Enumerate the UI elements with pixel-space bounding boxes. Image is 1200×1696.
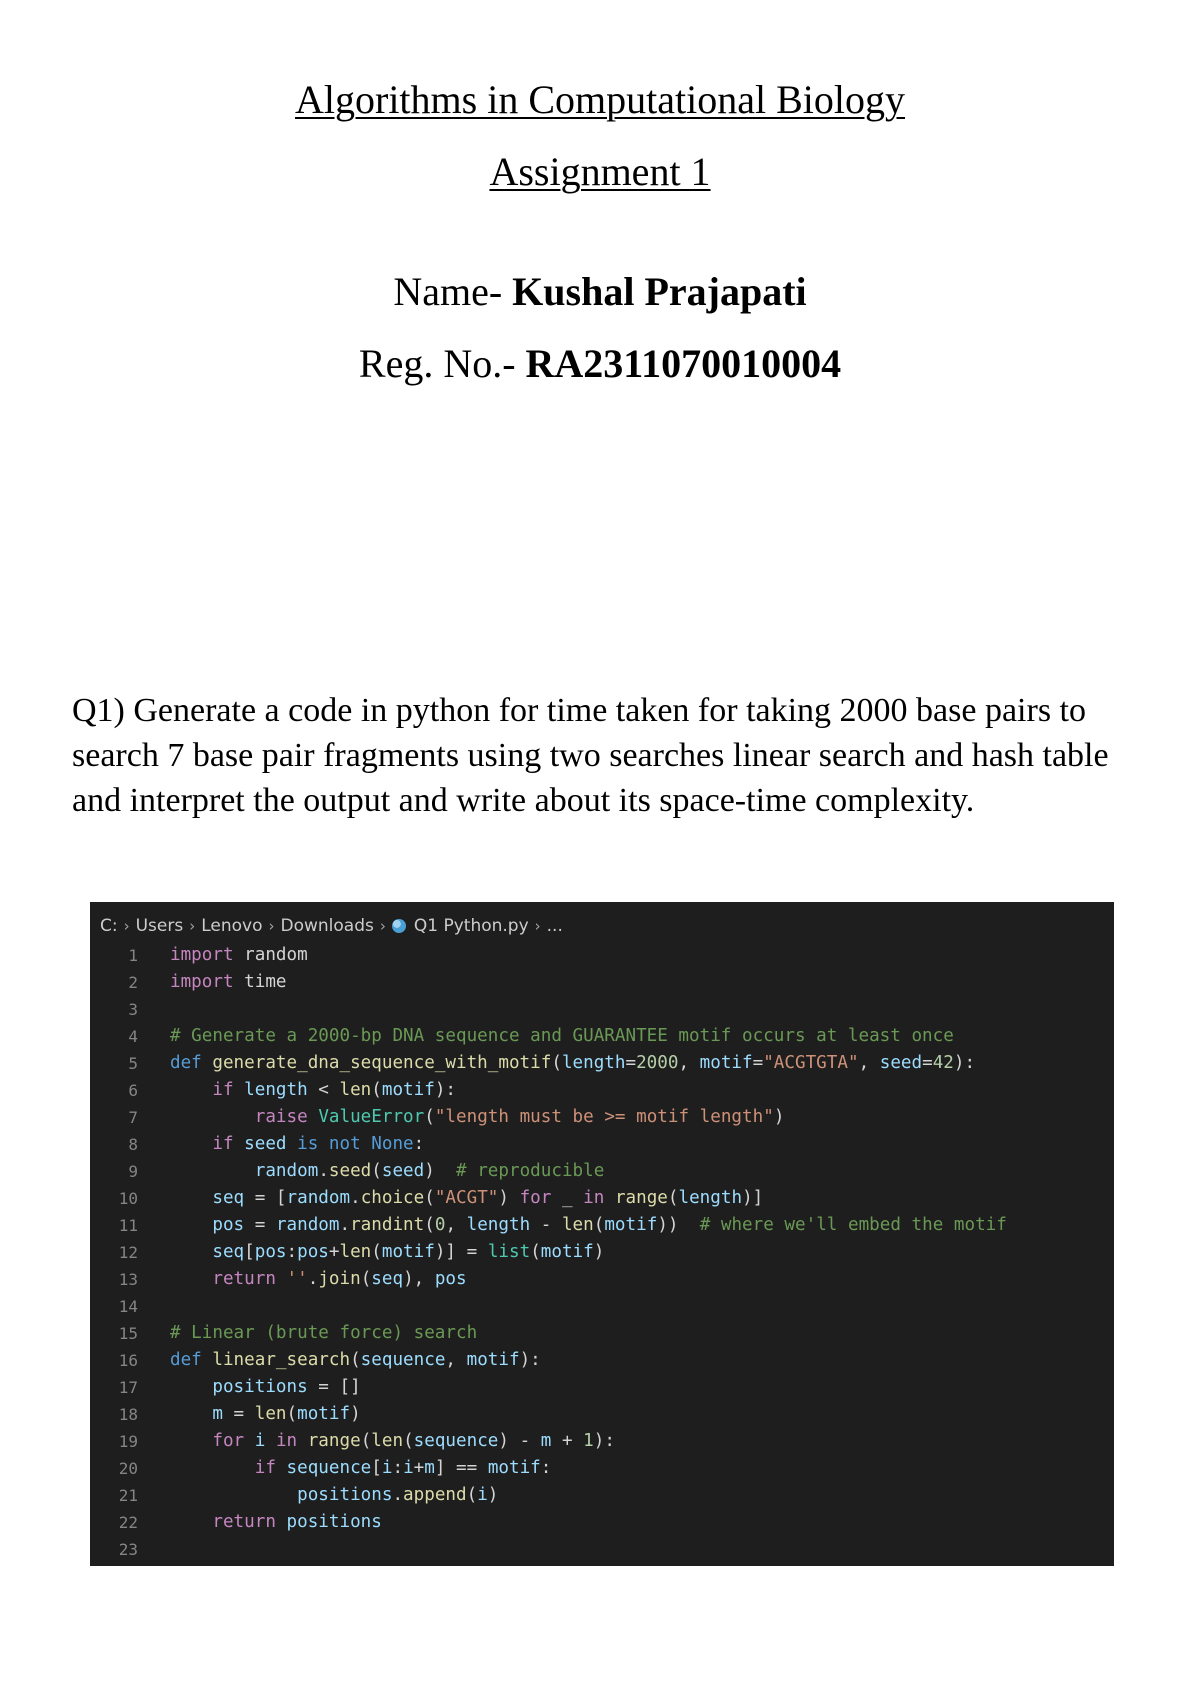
python-file-icon — [392, 919, 406, 933]
code-token: + — [328, 1242, 340, 1262]
line-number: 14 — [118, 1297, 138, 1316]
code-token: random — [275, 1215, 340, 1235]
code-token: len — [254, 1404, 287, 1424]
code-token: range — [614, 1188, 668, 1208]
code-token: i — [381, 1458, 393, 1478]
code-line — [90, 1428, 1114, 1455]
code-token: , — [678, 1053, 700, 1073]
code-token: if — [212, 1134, 234, 1154]
code-token: in — [275, 1431, 298, 1451]
code-line — [90, 1293, 1114, 1320]
code-line — [90, 1266, 1114, 1293]
line-number: 11 — [118, 1216, 138, 1235]
code-token — [234, 1134, 245, 1154]
code-token: < — [307, 1080, 340, 1100]
code-token — [276, 1269, 287, 1289]
code-token: ValueError — [318, 1107, 425, 1127]
code-token: ( — [286, 1404, 298, 1424]
breadcrumb-item: Q1 Python.py — [413, 916, 529, 936]
code-text — [170, 1050, 1114, 1077]
code-token: . — [392, 1485, 404, 1505]
code-line — [90, 1104, 1114, 1131]
breadcrumb-separator-icon: › — [123, 917, 130, 935]
code-token: = — [222, 1404, 255, 1424]
code-token: motif — [297, 1404, 351, 1424]
code-token: i — [403, 1458, 414, 1478]
code-editor-screenshot — [90, 902, 1114, 1566]
code-token — [170, 1107, 255, 1127]
code-token: sequence — [286, 1458, 372, 1478]
code-token: )] = — [434, 1242, 488, 1262]
code-text — [170, 1509, 1114, 1536]
code-token: = — [752, 1053, 764, 1073]
code-token: length — [678, 1188, 743, 1208]
breadcrumb-separator-icon: › — [379, 917, 386, 935]
code-token: . — [350, 1188, 361, 1208]
code-token: ( — [551, 1053, 562, 1073]
code-line — [90, 1536, 1114, 1563]
code-token: seed — [244, 1134, 287, 1154]
code-token — [276, 1512, 287, 1532]
code-text — [170, 1482, 1114, 1509]
code-token: list — [487, 1242, 531, 1262]
code-token: positions — [286, 1512, 382, 1532]
code-token: linear_search — [212, 1350, 351, 1370]
code-token — [170, 1215, 212, 1235]
code-line — [90, 1131, 1114, 1158]
code-token: 0 — [434, 1215, 446, 1235]
code-token: for — [212, 1431, 245, 1451]
code-token: def — [170, 1350, 202, 1370]
student-name-line — [0, 269, 1200, 314]
code-block — [90, 942, 1114, 1563]
code-line — [90, 1320, 1114, 1347]
code-text — [170, 1104, 1114, 1131]
code-token: - — [530, 1215, 562, 1235]
code-token — [170, 1458, 255, 1478]
breadcrumb-separator-icon: › — [189, 917, 196, 935]
code-token: random — [233, 945, 308, 965]
code-token: , — [858, 1053, 880, 1073]
line-number: 3 — [128, 1000, 138, 1019]
assignment-title: Assignment 1 — [489, 149, 711, 194]
code-token: ) — [498, 1188, 520, 1208]
code-token: ( — [530, 1242, 541, 1262]
code-token — [265, 1431, 276, 1451]
code-token — [170, 1377, 212, 1397]
code-token: "length must be >= motif length" — [434, 1107, 774, 1127]
breadcrumb-item: C: — [100, 916, 118, 936]
code-token: ) — [773, 1107, 785, 1127]
code-token: ( — [466, 1485, 478, 1505]
code-line — [90, 969, 1114, 996]
code-token: ( — [371, 1161, 382, 1181]
code-token: [ — [244, 1242, 255, 1262]
code-token: ( — [424, 1215, 435, 1235]
line-number: 12 — [118, 1243, 138, 1262]
name-label: Name- — [393, 269, 513, 314]
code-token: motif — [487, 1458, 541, 1478]
code-line — [90, 1077, 1114, 1104]
code-token — [170, 1431, 212, 1451]
code-text — [170, 1536, 1114, 1563]
code-token: random — [286, 1188, 351, 1208]
line-number: 18 — [118, 1405, 138, 1424]
code-token: m — [540, 1431, 552, 1451]
code-token: positions — [297, 1485, 393, 1505]
code-token: . — [307, 1269, 319, 1289]
code-token — [202, 1053, 213, 1073]
code-token: motif — [466, 1350, 520, 1370]
code-token: ( — [371, 1242, 382, 1262]
code-token: pos — [434, 1269, 467, 1289]
code-token — [604, 1188, 615, 1208]
code-token: ): — [519, 1350, 541, 1370]
code-token: ): — [593, 1431, 615, 1451]
breadcrumb-item: ... — [546, 916, 563, 936]
code-token: import — [170, 972, 234, 992]
code-token: in — [583, 1188, 605, 1208]
code-token: ( — [371, 1080, 382, 1100]
code-token: = — [625, 1053, 637, 1073]
code-token: ( — [424, 1107, 435, 1127]
breadcrumb-item: Lenovo — [201, 916, 263, 936]
line-number: 16 — [118, 1351, 138, 1370]
line-number: 5 — [128, 1054, 138, 1073]
reg-label: Reg. No.- — [358, 341, 526, 386]
code-token: ) - — [498, 1431, 541, 1451]
code-token: for — [519, 1188, 552, 1208]
code-text — [170, 942, 1114, 969]
code-token: ( — [403, 1431, 414, 1451]
code-token: ( — [350, 1350, 361, 1370]
code-token: ] == — [434, 1458, 488, 1478]
code-token: ) — [487, 1485, 499, 1505]
code-token: ( — [667, 1188, 679, 1208]
code-token: "ACGT" — [434, 1188, 499, 1208]
code-token: seed — [381, 1161, 425, 1181]
code-token: i — [477, 1485, 488, 1505]
registration-line — [0, 341, 1200, 386]
line-number: 21 — [118, 1486, 138, 1505]
code-line — [90, 942, 1114, 969]
code-token: # reproducible — [456, 1161, 605, 1181]
code-token: len — [339, 1242, 372, 1262]
code-token: def — [170, 1053, 202, 1073]
code-line — [90, 1482, 1114, 1509]
code-token: pos — [212, 1215, 245, 1235]
code-token: ( — [593, 1215, 605, 1235]
code-token: = [] — [307, 1377, 361, 1397]
code-text — [170, 1131, 1114, 1158]
code-token — [276, 1458, 287, 1478]
line-number: 4 — [128, 1027, 138, 1046]
code-token: '' — [286, 1269, 308, 1289]
code-token: is not — [297, 1134, 361, 1154]
code-text — [170, 1185, 1114, 1212]
code-text — [170, 1239, 1114, 1266]
line-number: 15 — [118, 1324, 138, 1343]
line-number: 22 — [118, 1513, 138, 1532]
code-token: choice — [360, 1188, 425, 1208]
code-line — [90, 1185, 1114, 1212]
code-token: range — [307, 1431, 361, 1451]
code-token: if — [254, 1458, 276, 1478]
code-text — [170, 1374, 1114, 1401]
code-text — [170, 1320, 1114, 1347]
code-token — [234, 1080, 245, 1100]
code-text — [170, 1428, 1114, 1455]
code-token — [170, 1269, 212, 1289]
line-number: 8 — [128, 1135, 138, 1154]
line-number: 20 — [118, 1459, 138, 1478]
code-token — [244, 1431, 255, 1451]
code-token — [308, 1107, 319, 1127]
code-text — [170, 1212, 1114, 1239]
editor-breadcrumb — [90, 912, 1114, 940]
code-token: pos — [297, 1242, 329, 1262]
code-token: # Linear (brute force) search — [170, 1323, 478, 1343]
code-token: seq — [212, 1242, 245, 1262]
code-token: : — [392, 1458, 404, 1478]
code-token — [170, 1242, 212, 1262]
code-text — [170, 1266, 1114, 1293]
code-token: ) — [424, 1161, 457, 1181]
code-line — [90, 1401, 1114, 1428]
code-line — [90, 1023, 1114, 1050]
code-token: len — [371, 1431, 404, 1451]
code-line — [90, 1212, 1114, 1239]
code-token: motif — [381, 1080, 435, 1100]
code-token: motif — [540, 1242, 594, 1262]
code-token — [170, 1080, 212, 1100]
code-token: motif — [604, 1215, 658, 1235]
code-token: ), — [403, 1269, 435, 1289]
line-number: 19 — [118, 1432, 138, 1451]
code-line — [90, 996, 1114, 1023]
code-token: = [ — [244, 1188, 287, 1208]
code-line — [90, 1374, 1114, 1401]
code-token: pos — [254, 1242, 287, 1262]
code-line — [90, 1050, 1114, 1077]
code-token: m — [424, 1458, 435, 1478]
line-number: 1 — [128, 946, 138, 965]
code-token: [ — [371, 1458, 382, 1478]
code-token — [170, 1161, 255, 1181]
breadcrumb-item: Users — [135, 916, 184, 936]
breadcrumb-separator-icon: › — [268, 917, 275, 935]
code-token: length — [466, 1215, 531, 1235]
line-number: 2 — [128, 973, 138, 992]
code-line — [90, 1239, 1114, 1266]
code-token: seq — [371, 1269, 404, 1289]
code-token: motif — [381, 1242, 435, 1262]
breadcrumb-item: Downloads — [280, 916, 374, 936]
code-token: ): — [434, 1080, 457, 1100]
code-token: randint — [350, 1215, 425, 1235]
code-token: return — [212, 1269, 276, 1289]
code-text — [170, 996, 1114, 1023]
code-token: length — [561, 1053, 626, 1073]
code-line — [90, 1455, 1114, 1482]
code-text — [170, 1401, 1114, 1428]
code-token: if — [212, 1080, 234, 1100]
code-token: raise — [254, 1107, 308, 1127]
code-token: . — [318, 1161, 329, 1181]
code-token: sequence — [360, 1350, 446, 1370]
code-text — [170, 1347, 1114, 1374]
code-text — [170, 1455, 1114, 1482]
code-token: len — [339, 1080, 372, 1100]
code-token: = — [922, 1053, 933, 1073]
code-token: join — [318, 1269, 361, 1289]
code-text — [170, 1077, 1114, 1104]
line-number: 7 — [128, 1108, 138, 1127]
code-token: seed — [328, 1161, 372, 1181]
code-token: 2000 — [636, 1053, 679, 1073]
code-token — [170, 1404, 212, 1424]
code-token: , — [445, 1350, 467, 1370]
code-token: ) — [350, 1404, 361, 1424]
code-token: ( — [360, 1431, 372, 1451]
code-token — [287, 1134, 298, 1154]
code-token: generate_dna_sequence_with_motif — [212, 1053, 552, 1073]
code-line — [90, 1347, 1114, 1374]
code-token — [170, 1134, 212, 1154]
code-token: + — [551, 1431, 584, 1451]
code-token: ): — [953, 1053, 976, 1073]
code-token: "ACGTGTA" — [763, 1053, 859, 1073]
code-token: : — [413, 1134, 425, 1154]
code-text — [170, 1023, 1114, 1050]
code-text — [170, 1158, 1114, 1185]
line-number: 6 — [128, 1081, 138, 1100]
question-text: Q1) Generate a code in python for time taken for taking 2000 base pairs to search 7 base pair fragments using two searches linear search and hash table and interpret the output and write about its space-time complexity. — [72, 692, 1109, 819]
code-token: motif — [699, 1053, 753, 1073]
code-token: = — [244, 1215, 276, 1235]
code-token: : — [286, 1242, 298, 1262]
code-token: _ — [551, 1188, 584, 1208]
code-token: time — [233, 972, 287, 992]
line-number: 23 — [118, 1540, 138, 1559]
line-number: 9 — [128, 1162, 138, 1181]
code-token: ( — [360, 1269, 372, 1289]
code-token: )) — [657, 1215, 700, 1235]
code-token: random — [254, 1161, 319, 1181]
code-token: . — [339, 1215, 351, 1235]
breadcrumb-separator-icon: › — [534, 917, 541, 935]
code-token — [170, 1485, 297, 1505]
code-token: 1 — [583, 1431, 594, 1451]
code-token — [170, 1188, 212, 1208]
line-number: 10 — [118, 1189, 138, 1208]
code-token — [170, 1512, 212, 1532]
code-token: ) — [593, 1242, 605, 1262]
name-value: Kushal Prajapati — [512, 269, 807, 314]
code-token: seq — [212, 1188, 245, 1208]
code-token: sequence — [413, 1431, 499, 1451]
code-token: seed — [879, 1053, 923, 1073]
course-title: Algorithms in Computational Biology — [295, 77, 905, 122]
code-token: 42 — [932, 1053, 954, 1073]
line-number: 17 — [118, 1378, 138, 1397]
line-number: 13 — [118, 1270, 138, 1289]
code-token: length — [244, 1080, 308, 1100]
code-token: len — [561, 1215, 594, 1235]
code-token: # Generate a 2000-bp DNA sequence and GUARANTEE motif occurs at least once — [170, 1026, 954, 1046]
code-token: : — [540, 1458, 552, 1478]
reg-value: RA2311070010004 — [525, 341, 842, 386]
code-line — [90, 1158, 1114, 1185]
code-line — [90, 1509, 1114, 1536]
code-token: i — [254, 1431, 266, 1451]
code-token: m — [212, 1404, 223, 1424]
code-token — [297, 1431, 308, 1451]
code-text — [170, 1293, 1114, 1320]
code-token — [361, 1134, 372, 1154]
code-token: return — [212, 1512, 276, 1532]
code-token: positions — [212, 1377, 308, 1397]
code-token: # where we'll embed the motif — [699, 1215, 1007, 1235]
code-token: append — [403, 1485, 467, 1505]
code-token: ( — [424, 1188, 435, 1208]
code-text — [170, 969, 1114, 996]
code-token — [202, 1350, 213, 1370]
code-token: )] — [742, 1188, 764, 1208]
code-token: , — [445, 1215, 467, 1235]
code-token: None — [371, 1134, 414, 1154]
code-token: import — [170, 945, 234, 965]
code-token: + — [413, 1458, 425, 1478]
